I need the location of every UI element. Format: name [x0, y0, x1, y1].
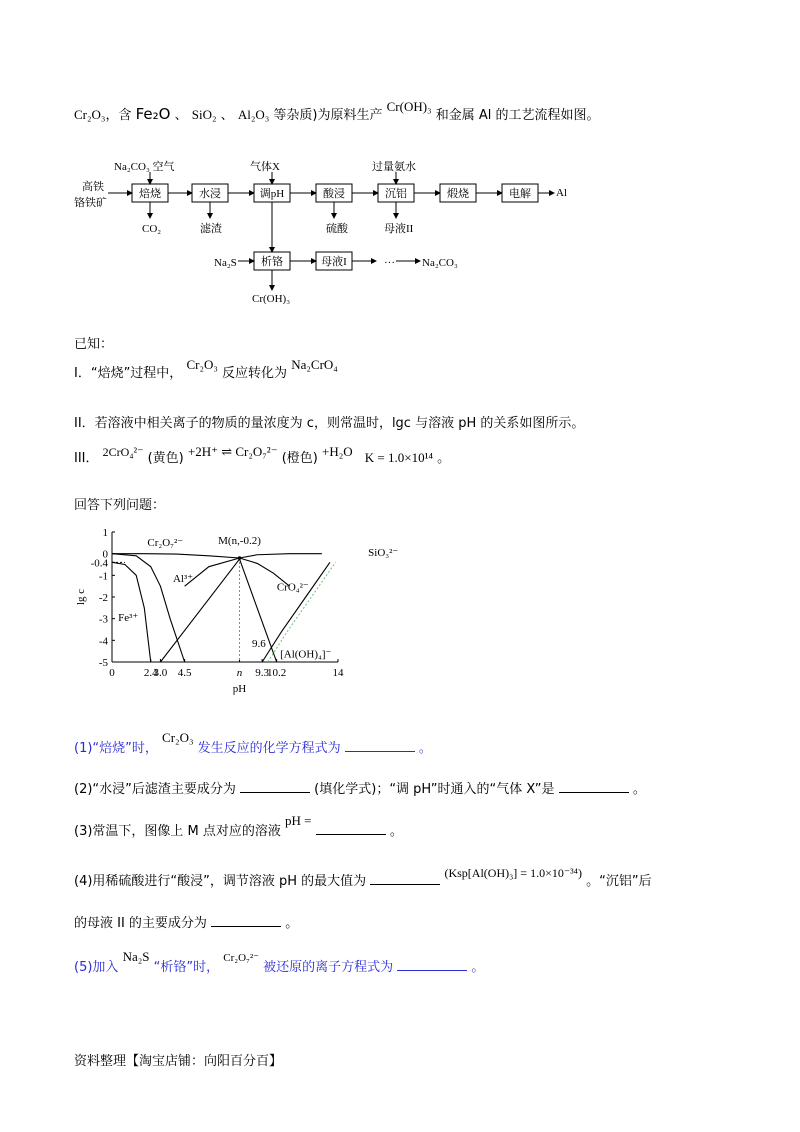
- q3-end: 。: [389, 824, 403, 839]
- known-iii-reactant: 2CrO₄²⁻: [102, 445, 144, 459]
- flow-branch-box-label-0: 析铬: [261, 256, 283, 268]
- q4-answer-blank-2[interactable]: [211, 914, 281, 927]
- q2-mid: (填化学式)；“调 pH”时通入的“气体 X”是: [314, 782, 555, 797]
- raw-material-line2: 铬铁矿: [74, 197, 107, 209]
- question-5: [74, 949, 485, 975]
- question-2: [74, 778, 646, 797]
- known-iii-prefix: III．: [74, 451, 99, 466]
- chart-annotation-2: CrO₄²⁻: [276, 581, 309, 594]
- ph-input-label: 气体X: [250, 161, 280, 173]
- q5-reagent: Na₂S: [122, 949, 150, 964]
- known-iii-equation: +2H⁺ ⇌ Cr₂O₇²⁻: [187, 444, 278, 459]
- output-sulfuric: 硫酸: [326, 223, 348, 235]
- known-iii-color1: (黄色): [147, 451, 184, 466]
- branch-dots: ···: [384, 257, 395, 269]
- footer: 资料整理【淘宝店铺：向阳百分百】: [74, 1054, 283, 1069]
- known-iii-water: +H₂O: [322, 444, 353, 459]
- output-residue: 滤渣: [200, 223, 222, 235]
- chart-annotation-4: Al³⁺: [172, 572, 194, 585]
- q5-ion: Cr₂O₇²⁻: [223, 952, 259, 964]
- x-tick-label: 2.4: [143, 667, 158, 679]
- q5-prefix: (5)加入: [74, 960, 119, 975]
- intro-tail: 和金属 Al 的工艺流程如图。: [435, 108, 600, 123]
- x-tick-label: 3.0: [153, 667, 168, 679]
- y-tick-label: -0.4: [90, 557, 108, 570]
- q4-end: 。: [285, 916, 299, 931]
- x-tick-label: 0: [109, 667, 115, 679]
- q3-answer-blank[interactable]: [316, 822, 386, 835]
- impurity-fe2o3: Fe₂O: [135, 105, 171, 123]
- x-axis-label: pH: [232, 683, 247, 695]
- output-mother-liquor-2: 母液II: [384, 223, 414, 235]
- chart-annotation-3: SiO₃²⁻: [368, 546, 399, 559]
- flow-box-label-1: 水浸: [199, 188, 221, 200]
- branch-end-na2co3: Na₂CO₃: [422, 257, 458, 269]
- known-item-i: [74, 357, 338, 381]
- y-tick-label: -5: [98, 657, 108, 669]
- y-tick-label: -3: [98, 613, 108, 626]
- q4-line2: 的母液 II 的主要成分为: [74, 916, 207, 931]
- raw-material-line1: 高铁: [82, 181, 104, 193]
- known-item-iii: [74, 444, 451, 466]
- series-line-0: [112, 554, 290, 587]
- flow-box-label-3: 酸浸: [323, 188, 345, 200]
- question-3: [74, 813, 403, 839]
- q4-text: (4)用稀硫酸进行“酸浸”，调节溶液 pH 的最大值为: [74, 874, 367, 889]
- branch-output-croh3: Cr(OH)₃: [252, 293, 291, 305]
- questions-heading: 回答下列问题：: [74, 498, 166, 513]
- q2-answer-blank-1[interactable]: [240, 780, 310, 793]
- known-iii-color2: (橙色): [281, 451, 318, 466]
- chart-annotation-7: [Al(OH)₄]⁻: [280, 648, 332, 661]
- product-al: Al: [556, 187, 567, 199]
- y-tick-label: -1: [98, 570, 108, 583]
- flow-box-label-2: 调pH: [259, 188, 285, 200]
- process-flow-diagram: [70, 150, 590, 310]
- q4-ksp: (Ksp[Al(OH)₃] = 1.0×10⁻³⁴): [444, 866, 582, 880]
- x-tick-label: 10.2: [267, 667, 287, 679]
- alum-input-label: 过量氨水: [372, 161, 416, 173]
- q5-mid: “析铬”时，: [153, 960, 220, 975]
- known-item-ii: II．若溶液中相关离子的物质的量浓度为 c，则常温时，lgc 与溶液 pH 的关系如图所示。: [74, 416, 585, 431]
- impurity-al2o3: Al₂O₃: [237, 107, 270, 122]
- known-i-mid: 反应转化为: [222, 366, 288, 381]
- q1-text: 发生反应的化学方程式为: [197, 741, 341, 756]
- y-tick-label: 1: [102, 527, 108, 539]
- x-tick-label: 4.5: [177, 667, 192, 679]
- q2-answer-blank-2[interactable]: [559, 780, 629, 793]
- q1-answer-blank[interactable]: [345, 739, 415, 752]
- question-1: [74, 730, 432, 756]
- x-tick-label: 9.3: [255, 667, 270, 679]
- chart-annotation-0: Cr₂O₇²⁻: [147, 537, 184, 550]
- q4-answer-blank-1[interactable]: [370, 872, 440, 885]
- intro-mid: 等杂质)为原料生产: [273, 108, 383, 123]
- known-i-product: Na₂CrO₄: [291, 357, 338, 372]
- impurity-sio2: SiO₂: [191, 107, 217, 122]
- x-tick-label: 14: [332, 667, 344, 679]
- y-tick-label: -2: [98, 592, 108, 604]
- separator: 、: [174, 108, 188, 123]
- roast-input-label: Na₂CO₃ 空气: [114, 161, 175, 173]
- branch-reagent-na2s: Na₂S: [214, 257, 237, 269]
- x-tick-label: n: [236, 667, 243, 679]
- q2-end: 。: [632, 782, 646, 797]
- point-m: [238, 556, 242, 560]
- chart-annotation-1: M(n,-0.2): [218, 534, 261, 547]
- flow-box-label-5: 煅烧: [447, 188, 469, 200]
- y-axis-label: lg c: [75, 588, 87, 606]
- flow-box-label-4: 沉铝: [385, 188, 407, 200]
- series-line-6: [262, 562, 330, 662]
- known-i-reactant: Cr₂O₃: [186, 357, 218, 372]
- flow-branch-box-label-1: 母液I: [321, 256, 347, 268]
- separator: 、: [220, 108, 234, 123]
- output-co2: CO₂: [142, 223, 162, 235]
- flow-box-label-0: 焙烧: [139, 188, 161, 200]
- q4-mid: 。“沉铝”后: [586, 874, 652, 889]
- known-heading: 已知：: [74, 337, 114, 352]
- chart-annotation-6: 9.6: [252, 637, 266, 650]
- q3-text: (3)常温下，图像上 M 点对应的溶液: [74, 824, 281, 839]
- chart-annotation-5: Fe³⁺: [118, 611, 139, 624]
- q2-text: (2)“水浸”后滤渣主要成分为: [74, 782, 236, 797]
- q5-end: 。: [471, 960, 485, 975]
- q5-answer-blank[interactable]: [397, 958, 467, 971]
- y-tick-label: -4: [98, 635, 108, 648]
- q3-formula: pH =: [285, 813, 312, 828]
- product-croh3: Cr(OH)₃: [386, 99, 432, 114]
- known-iii-end: 。: [437, 451, 451, 466]
- q1-end: 。: [418, 741, 432, 756]
- q5-text: 被还原的离子方程式为: [263, 960, 394, 975]
- question-4-line2: [74, 912, 298, 931]
- flow-box-label-6: 电解: [509, 188, 531, 200]
- q1-formula: Cr₂O₃: [162, 730, 194, 745]
- question-4: [74, 866, 652, 889]
- intro-line: [74, 99, 600, 123]
- lgc-ph-chart: [75, 522, 399, 697]
- intro-lead: Cr₂O₃，含: [74, 107, 132, 122]
- q1-prefix: (1)“焙烧”时，: [74, 741, 158, 756]
- known-i-prefix: I．“焙烧”过程中，: [74, 366, 183, 381]
- y-tick-label: 0: [102, 548, 108, 561]
- known-iii-k: K = 1.0×10¹⁴: [364, 450, 434, 465]
